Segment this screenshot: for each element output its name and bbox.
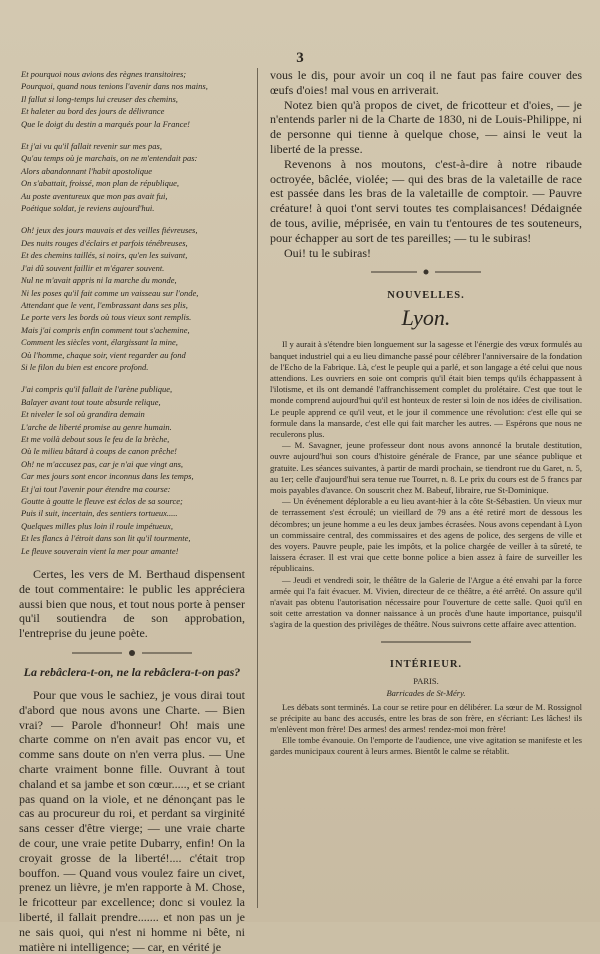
poem-line: Des nuits rouges d'éclairs et parfois ténébreuses,	[21, 237, 188, 248]
poem-line: Ni les poses qu'il fait comme un vaisseau sur l'onde,	[21, 287, 199, 298]
article-title: La rebâclera-t-on, ne la rebâclera-t-on pas?	[23, 665, 241, 680]
poem-stanza-1	[21, 68, 245, 130]
interieur-header: INTÉRIEUR.	[389, 658, 463, 670]
continuation: vous le dis, pour avoir un coq il ne faut pas faire couver des œufs d'oies! mal vous en arriverait. Notez bien qu'à propos de civet, de fricotteur et d'oies, — je n'entends parler ni de la Charte de 1830, ni de Louis-Philippe, ni de personne qui tienne à quelque chose, — ainsi le veut la liberté de la presse. Revenons à nos moutons, c'est-à-dire à notre ribaude octroyée, bâclée, violée; — qui des bras de la valetaille de race est passée dans les bras de la valetaille de comptoir. — Pauvre créature! à quoi t'ont servi toutes tes complaisances! Dédaignée de tous, avilie, méprisée, en vain tu t'entoures de tes souteneurs, pour échapper au sort de tes pareilles; — tu le subiras! Oui! tu le subiras!	[270, 68, 582, 260]
poem-line: Qu'au temps où je marchais, on ne m'entendait pas:	[21, 153, 198, 164]
poem-stanza-4	[21, 383, 245, 557]
poem-line: Attendant que le vent, l'embrassant dans ses plis,	[21, 299, 188, 310]
editor-note: Certes, les vers de M. Berthaud dispensent de tout commentaire: le public les appréciera aussi bien que nous, et tout nous porte à penser qu'il soutiendra de son approbation, l'entreprise du jeune poète.	[19, 567, 245, 641]
column-divider	[257, 68, 258, 908]
nouvelles-header: NOUVELLES.	[387, 290, 465, 302]
ornament-divider	[371, 268, 481, 276]
poem-line: Et niveler le sol où grandira demain	[21, 409, 145, 420]
poem-line: Mais j'ai compris enfin comment tout s'achemine,	[21, 324, 190, 335]
article-body: Pour que vous le sachiez, je vous dirai tout d'abord que nous avons une Charte. — Bien vrai? — Parole d'honneur! Oh! mais une charte comme on n'en avait pas encor vu, et comme sans doute on n'en verra plus. — Une charte vraiment bonne fille. Ouvrant à tout chaland et sa jambe et son cœur....., et se criant pas quand on la viole, et ne dénonçant pas le cas au procureur du roi, et perdant sa virginité sans cesser d'être vierge; — une vraie charte de cour, une vraie petite Dubarry, enfin! On la croyait grosse de la liberté!.... c'était trop bouffon. — Quand vous voulez faire un civet, prenez un lièvre, je m'en rapporte à M. Chose, le fricotteur par excellence; donc si voulez la liberté, il fallait prendre....... et non pas un je ne sais quoi, qui n'est ni homme ni bête, ni matière ni intelligence; — car, en vérité je	[19, 688, 245, 954]
paris-label: PARIS.	[413, 675, 439, 686]
poem-line: Alors abandonnant l'habit apostolique	[21, 165, 152, 176]
poem-line: Comment les siècles vont, élargissant la mine,	[21, 337, 178, 348]
poem-line: J'ai dû souvent faillir et m'égarer souvent.	[21, 262, 165, 273]
poem-line: Et pourquoi nous avions des règnes transitoires;	[21, 69, 187, 79]
poem-line: Et j'ai vu qu'il fallait revenir sur mes pas,	[21, 141, 162, 152]
poem-line: On s'abattait, froissé, mon plan de république,	[21, 178, 180, 189]
city-heading: Lyon.	[401, 305, 451, 331]
barricades-label: Barricades de St-Méry.	[386, 687, 466, 698]
poem-line: Puis il suit, incertain, des sentiers tortueux.....	[21, 508, 178, 519]
poem-line: Le fleuve souverain vient la mer pour amante!	[21, 545, 179, 556]
poem-line: Et j'ai tout l'avenir pour étendre ma course:	[21, 483, 171, 494]
poem-line: Balayer avant tout toute absurde relique,	[21, 396, 161, 407]
left-column	[19, 68, 245, 954]
poem-line: Goutte à goutte le fleuve est éclos de sa source;	[21, 496, 183, 506]
poem-line: Et haleter au bord des jours de délivrance	[21, 106, 165, 117]
poem-line: Pourquoi, quand nous tenions l'avenir dans nos mains,	[21, 81, 208, 92]
interieur-body: Les débats sont terminés. La cour se retire pour en délibérer. La sœur de M. Rossignol se précipite au banc des accusés, entre les bras de son frère, en s'écriant: Les lâches! ils m'enlèvent mon frère! Des armes! des armes! rendez-moi mon frère! Elle tombe évanouie. On l'emporte de l'audience, une vive agitation se manifeste et les gardes municipaux courent à leurs armes. Bientôt le calme se rétablit.	[270, 701, 582, 757]
poem-line: Poétique soldat, je reviens aujourd'hui.	[21, 203, 155, 214]
poem-line: Oh! ne m'accusez pas, car je n'ai que vingt ans,	[21, 458, 184, 469]
poem-line: Que le doigt du destin a marqués pour la France!	[21, 118, 190, 129]
poem-line: Où l'homme, chaque soir, vient regarder au fond	[21, 349, 186, 360]
poem-line: Au poste aventureux que mon pas avait fui,	[21, 190, 168, 201]
ornament-divider	[72, 649, 192, 657]
poem-line: Le porte vers les bords où tous vieux sont remplis.	[21, 312, 192, 323]
poem-line: Et les flancs à l'étroit dans son lit qu'il tourmente,	[21, 533, 191, 544]
poem-stanza-3	[21, 224, 245, 373]
poem-line: Il fallut si long-temps lui creuser des chemins,	[21, 93, 178, 104]
poem-line: Si le filon du bien est encore profond.	[21, 361, 149, 372]
poem-line: J'ai compris qu'il fallait de l'arène publique,	[21, 384, 173, 395]
poem-line: L'arche de liberté promise au genre humain.	[21, 421, 172, 432]
poem-line: Et des chemins taillés, si noirs, qu'en les suivant,	[21, 250, 188, 261]
poem-stanza-2	[21, 140, 245, 214]
poem-line: Et me voilà debout sous le feu de la brèche,	[21, 433, 170, 444]
poem-line: Quelques milles plus loin il roule impétueux,	[21, 520, 173, 531]
page-number: 3	[296, 50, 304, 66]
poem-line: Car mes jours sont encor inconnus dans les temps,	[21, 471, 194, 482]
poem-line: Nul ne m'avait appris ni la marche du monde,	[21, 275, 177, 286]
poem-line: Où le milieu bâtard à coups de canon prêche!	[21, 446, 177, 457]
poem-line: Oh! jeux des jours mauvais et des veilles fiévreuses,	[21, 225, 198, 236]
nouvelles-body: Il y aurait à s'étendre bien longuement sur la sagesse et l'énergie des vœux formulés au banquet industriel qui a eu lieu dimanche passé pour célébrer l'anniversaire de la fondation de l'Echo de la Fabrique. Là, c'est le peuple qui a parlé, et son langage a été celui que nous attendions. Les ouvriers en soie ont compris qu'il était bien temps qu'ils échappassent à l'ilotisme, et ils ont demandé l'affranchissement complet du prolétaire. C'est que tout le monde comprend aujourd'hui qu'il est honteux de rester si loin de nos idées de civilisation. Le peuple apprend ce qu'il veut, et le jour il commence une révolution: c'est elle qui se formule dans la mansarde, c'est elle qui fait marcher les autres. — Espérons que nous ne reculerons plus. — M. Savagner, jeune professeur dont nous avons annoncé la brutale destitution, ouvre aujourd'hui son cours d'histoire générale de France, par une séance publique et gratuite. Les séances suivantes, à partir de mardi prochain, se tiendront rue du Garet, n. 5, au 1er; celle d'aujourd'hui sera tenue rue Tourret, n. 8. Le prix du cours est de 5 francs par mois payables d'avance. On souscrit chez M. Babeuf, libraire, rue St-Dominique. — Un événement déplorable a eu lieu avant-hier à la côte St-Sébastien. Un vieux mur de terrassement s'est écroulé; un vieillard de 79 ans a été retiré mort de dessous les décombres; un jeune homme a eu les deux jambes écrasées. Nous avons cependant à Lyon un commissaire central, des commissaires et des agens de police, des sergens de ville et des voyers. Pauvre peuple, paie les impôts, et la police chargée de veiller à ta sûreté, te laissera écraser. Il est vrai que cette bonne police a bien assez à faire de surveiller les républicains. — Jeudi et vendredi soir, le théâtre de la Galerie de l'Argue a été envahi par la force armée qui l'a fait évacuer. M. Vivien, directeur de ce théâtre, a été arrêté. On assure qu'il n'avait pas obtenu l'autorisation nécessaire pour l'ouverture de cette salle. Quoi qu'il en soit cette arrestation va donner naissance à un procès d'une haute importance, puisqu'il s'agira de la question des privilèges de théâtre. Nous suivrons cette affaire avec attention.	[270, 339, 583, 630]
ornament-divider	[381, 639, 471, 645]
right-column	[270, 68, 582, 758]
